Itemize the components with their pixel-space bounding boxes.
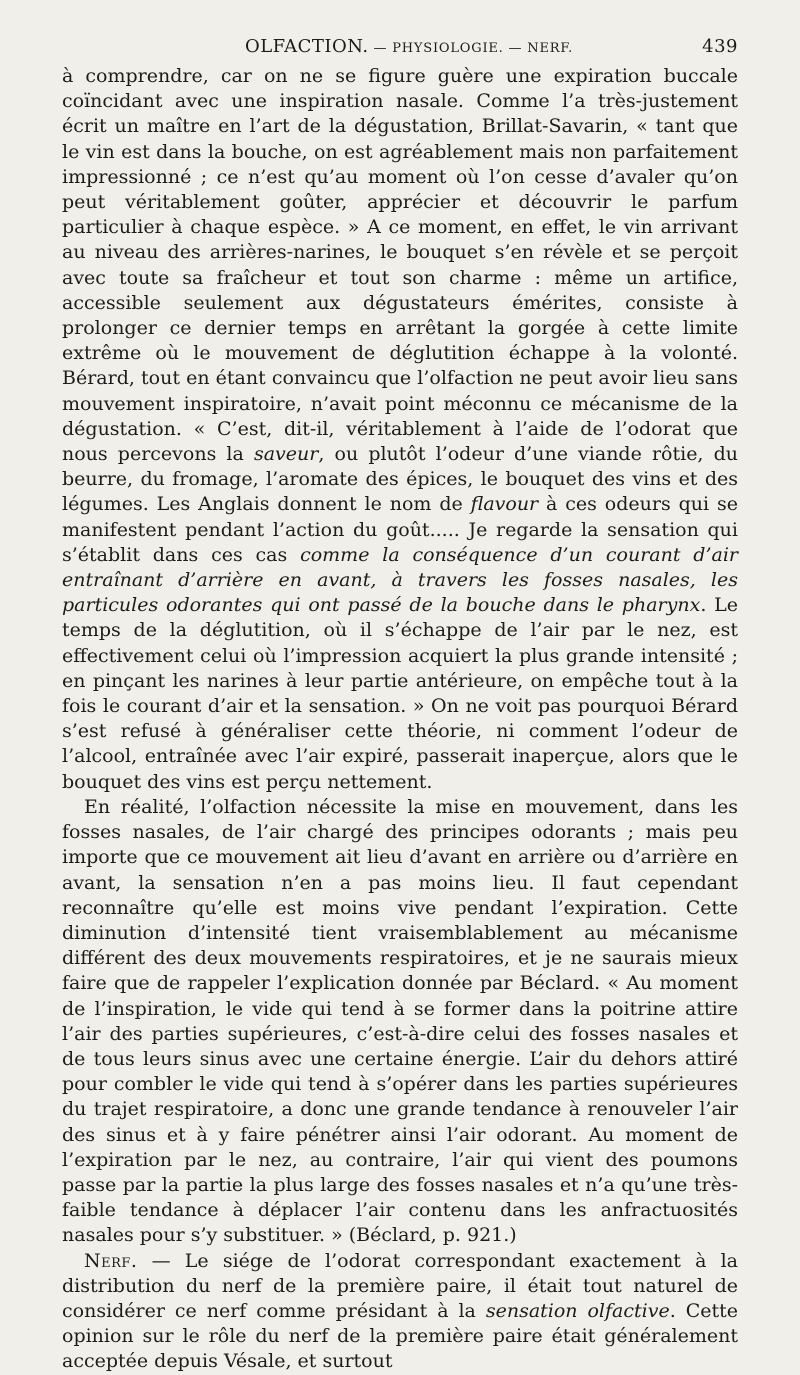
paragraph-1-part-d: . Le temps de la déglutition, où il s’échappe de l’air par le nez, est effectivement celui où l’impression acquiert la plus grande intensité ; en pinçant les narines à leur partie antérieure, on empêche tout à la fois le courant d’air et la sensation. » On ne voit pas pourquoi Bérard s’est refusé à généraliser cette théorie, ni comment l’odeur de l’alcool, entraînée avec l’air expiré, passerait inaperçue, alors que le bouquet des vins est perçu nettement. [62, 594, 738, 793]
running-title-main: OLFACTION. [244, 36, 369, 57]
paragraph-3-part-a: — Le siége de l’odorat correspondant exactement à la distribution du nerf de la première paire, il était tout naturel de considérer ce nerf comme présidant à la [62, 1249, 738, 1322]
running-title [62, 36, 738, 57]
page-number: 439 [702, 36, 738, 57]
paragraph-1-part-a: à comprendre, car on ne se figure guère une expiration buccale coïncidant avec une inspiration nasale. Comme l’a très-justement écrit un maître en l’art de la dégustation, Brillat-Savarin, « tant que le vin est dans la bouche, on est agréablement mais non parfaitement impressionné ; ce n’est qu’au moment où l’on cesse d’avaler qu’on peut véritablement goûter, apprécier et découvrir le parfum particulier à chaque espèce. » A ce moment, en effet, le vin arrivant au niveau des arrières-narines, le bouquet s’en révèle et se perçoit avec toute sa fraîcheur et tout son charme : même un artifice, accessible seulement aux dégustateurs émérites, consiste à prolonger ce dernier temps en arrêtant la gorgée à cette limite extrême où le mouvement de déglutition échappe à la volonté. Bérard, tout en étant convaincu que l’olfaction ne peut avoir lieu sans mouvement inspiratoire, n’avait point méconnu ce mécanisme de la dégustation. « C’est, dit-il, véritablement à l’aide de l’odorat que nous percevons la [62, 65, 738, 466]
italic-sensation-olfactive: sensation olfactive [485, 1299, 670, 1322]
italic-quotation: comme la conséquence d’un courant d’air entraînant d’arrière en avant, à travers les fosses nasales, les particules odorantes qui ont passé de la bouche dans le pharynx [62, 543, 738, 617]
running-head [62, 36, 738, 60]
paragraph-3 [62, 1249, 738, 1375]
paragraph-1 [62, 64, 738, 795]
section-label-nerf: Nerf. [84, 1249, 138, 1272]
paragraph-1-part-b: , ou plutôt l’odeur d’une viande rôtie, du beurre, du fromage, l’aromate des épices, le bouquet des vins et des légumes. Les Anglais donnent le nom de [62, 443, 738, 516]
italic-saveur: saveur [253, 443, 319, 466]
paragraph-3-part-b: . Cette opinion sur le rôle du nerf de la première paire était généralement acceptée depuis Vésale, et surtout [62, 1299, 738, 1373]
body-text [62, 64, 738, 1375]
running-title-rest: — PHYSIOLOGIE. — NERF. [368, 41, 574, 56]
italic-flavour: flavour [470, 493, 539, 516]
paragraph-1-part-c: à ces odeurs qui se manifestent pendant l’action du goût..... Je regarde la sensation qui s’établit dans ces cas [62, 493, 738, 566]
paragraph-2: En réalité, l’olfaction nécessite la mise en mouvement, dans les fosses nasales, de l’air chargé des principes odorants ; mais peu importe que ce mouvement ait lieu d’avant en arrière ou d’arrière en avant, la sensation n’en a pas moins lieu. Il faut cependant reconnaître qu’elle est moins vive pendant l’expiration. Cette diminution d’intensité tient vraisemblablement au mécanisme différent des deux mouvements respiratoires, et je ne saurais mieux faire que de rappeler l’explication donnée par Béclard. « Au moment de l’inspiration, le vide qui tend à se former dans la poitrine attire l’air des parties supérieures, c’est-à-dire celui des fosses nasales et de tous leurs sinus avec une certaine énergie. L’air du dehors attiré pour combler le vide qui tend à s’opérer dans les parties supérieures du trajet respiratoire, a donc une grande tendance à renouveler l’air des sinus et à y faire pénétrer ainsi l’air odorant. Au moment de l’expiration par le nez, au contraire, l’air qui vient des poumons passe par la partie la plus large des fosses nasales et n’a qu’une très-faible tendance à déplacer l’air contenu dans les anfractuosités nasales pour s’y substituer. » (Béclard, p. 921.) [62, 795, 738, 1247]
